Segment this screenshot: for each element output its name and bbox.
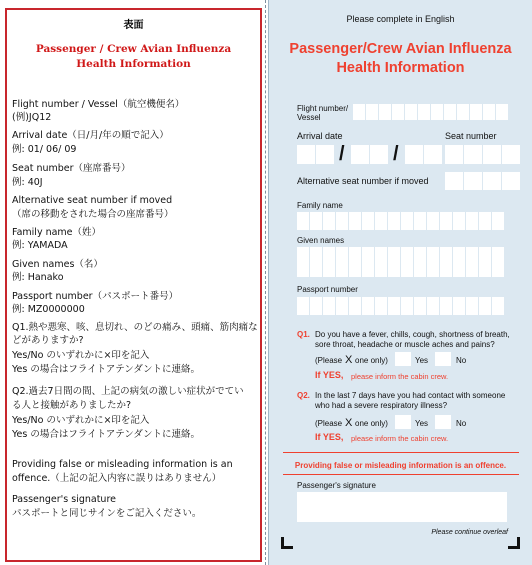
alt-seat-label: Alternative seat number if moved xyxy=(297,176,429,186)
left-heading: 表面 xyxy=(123,20,144,31)
seat-number-field[interactable] xyxy=(445,145,521,164)
guide-line: Given names（名） xyxy=(12,259,103,270)
offence-rule-bottom xyxy=(283,474,519,475)
continue-note: Please continue overleaf xyxy=(431,529,508,536)
q1-yes-box[interactable] xyxy=(395,352,411,366)
guide-line: Passport number（パスポート番号） xyxy=(12,291,179,302)
japanese-guide-panel xyxy=(5,8,262,562)
instruction: Please complete in English xyxy=(346,14,455,24)
x-mark: X xyxy=(345,417,353,429)
q2-instruction: (Please xyxy=(315,419,343,428)
date-separator: / xyxy=(339,143,345,165)
arrival-month-field[interactable] xyxy=(351,145,389,164)
family-name-field[interactable] xyxy=(297,212,505,230)
q2-inform-text: please inform the cabin crew. xyxy=(351,434,449,443)
guide-line: Yes/No のいずれかに×印を記入 xyxy=(12,350,150,361)
guide-line: Alternative seat number if moved xyxy=(12,195,173,206)
guide-line: 例: 40J xyxy=(12,177,43,188)
arrival-day-field[interactable] xyxy=(297,145,335,164)
one-only-text: one only) xyxy=(355,419,388,428)
guide-line: Family name（姓） xyxy=(12,227,102,238)
tear-line xyxy=(265,0,266,565)
seat-label: Seat number xyxy=(445,131,497,141)
family-name-label: Family name xyxy=(297,201,343,210)
q2-if-yes: If YES, xyxy=(315,432,344,442)
q1-inform-text: please inform the cabin crew. xyxy=(351,372,449,381)
guide-line: Flight number / Vessel（航空機便名） xyxy=(12,99,185,110)
q1-yes-label: Yes xyxy=(415,356,429,365)
signature-field[interactable] xyxy=(297,492,507,522)
alt-seat-field[interactable] xyxy=(445,172,521,190)
crop-mark xyxy=(281,537,293,549)
q1-instruction: (Please xyxy=(315,356,343,365)
arrival-year-field[interactable] xyxy=(405,145,443,164)
guide-line: （席の移動をされた場合の座席番号） xyxy=(12,209,174,220)
flight-label: Flight number/ Vessel xyxy=(297,104,349,122)
guide-line: Yes/No のいずれかに×印を記入 xyxy=(12,415,150,426)
guide-line: offence.（上記の記入内容に誤りはありません） xyxy=(12,473,222,484)
passport-field[interactable] xyxy=(297,297,505,315)
guide-line: 例: 01/ 06/ 09 xyxy=(12,144,77,155)
guide-line: Passenger's signature xyxy=(12,494,116,505)
q1-number: Q1. xyxy=(297,330,310,339)
given-names-label: Given names xyxy=(297,236,345,245)
q2-yes-box[interactable] xyxy=(395,415,411,429)
one-only-text: one only) xyxy=(355,356,388,365)
guide-line: パスポートと同じサインをご記入ください。 xyxy=(12,508,202,519)
guide-line: る人と接触がありましたか? xyxy=(12,400,132,411)
x-mark: X xyxy=(345,354,353,366)
q2-yes-label: Yes xyxy=(415,419,429,428)
q1-question: Do you have a fever, chills, cough, shortness of breath, sore throat, headache or muscle aches and pains? xyxy=(315,330,510,349)
guide-line: Q2.過去7日間の間、上記の病気の激しい症状がでてい xyxy=(12,386,244,397)
form-title-line1: Passenger/Crew Avian Influenza xyxy=(289,41,512,57)
arrival-label: Arrival date xyxy=(297,131,343,141)
guide-line: どがありますか? xyxy=(12,335,84,346)
offence-warning: Providing false or misleading information is an offence. xyxy=(294,461,507,470)
guide-line: 例: YAMADA xyxy=(12,240,68,251)
q2-no-box[interactable] xyxy=(435,415,451,429)
q2-number: Q2. xyxy=(297,391,310,400)
guide-line: 例: Hanako xyxy=(12,272,64,283)
guide-line: Q1.熱や悪寒、咳、息切れ、のどの痛み、頭痛、筋肉痛な xyxy=(12,322,258,333)
q2-no-label: No xyxy=(456,419,467,428)
left-title-line1: Passenger / Crew Avian Influenza xyxy=(35,43,232,55)
health-form xyxy=(268,0,532,565)
signature-label: Passenger's signature xyxy=(297,481,376,490)
crop-mark xyxy=(508,537,520,549)
guide-line: Yes の場合はフライトアテンダントに連絡。 xyxy=(12,364,201,375)
q1-if-yes: If YES, xyxy=(315,370,344,380)
q1-no-box[interactable] xyxy=(435,352,451,366)
guide-line: Arrival date（日/月/年の順で記入） xyxy=(12,130,169,141)
offence-rule-top xyxy=(283,452,519,453)
guide-line: (例)JQ12 xyxy=(12,112,52,123)
date-separator: / xyxy=(393,143,399,165)
left-title-line2: Health Information xyxy=(76,58,191,70)
guide-line: Yes の場合はフライトアテンダントに連絡。 xyxy=(12,429,201,440)
given-names-field[interactable] xyxy=(297,247,505,277)
guide-line: 例: MZ0000000 xyxy=(12,304,85,315)
q1-no-label: No xyxy=(456,356,467,365)
guide-line: Providing false or misleading information is an xyxy=(12,459,233,470)
flight-number-field[interactable] xyxy=(353,104,509,120)
passport-label: Passport number xyxy=(297,285,358,294)
guide-line: Seat number（座席番号） xyxy=(12,163,131,174)
form-title-line2: Health Information xyxy=(336,60,465,76)
q2-question: In the last 7 days have you had contact with someone who had a severe respiratory illness? xyxy=(315,391,506,410)
